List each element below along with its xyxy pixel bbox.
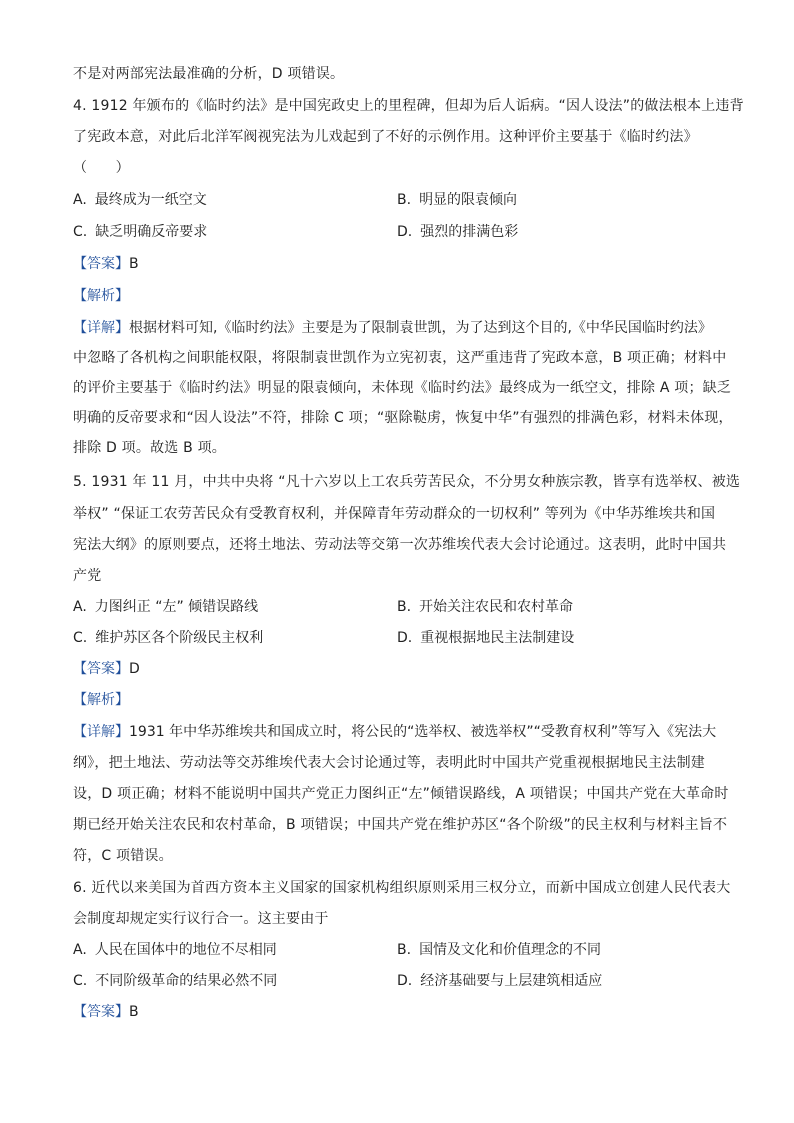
q5-detail-line-2: 纲》，把土地法、劳动法等交苏维埃代表大会讨论通过等，表明此时中国共产党重视根据地民主法制建 <box>73 755 705 771</box>
q4-stem-line-3: （ ） <box>73 160 130 176</box>
q6-option-d: D. 经济基础要与上层建筑相适应 <box>397 973 603 989</box>
q5-detail-line-4: 期已经开始关注农民和农村革命，B 项错误；中国共产党在维护苏区“各个阶级”的民主权利与材料主旨不 <box>73 817 728 833</box>
q5-detail-line-1: 【详解】1931 年中华苏维埃共和国成立时，将公民的“选举权、被选举权”“受教育权利”等写入《宪法大 <box>73 724 717 740</box>
q4-analysis-label: 【解析】 <box>73 288 129 304</box>
q6-answer: 【答案】B <box>73 1004 139 1020</box>
q5-stem-line-2: 举权” “保证工农劳苦民众有受教育权利，并保障青年劳动群众的一切权利” 等列为《中华苏维埃共和国 <box>73 506 716 522</box>
q4-detail-line-2: 中忽略了各机构之间职能权限，将限制袁世凯作为立宪初衷，这严重违背了宪政本意，B 项正确；材料中 <box>73 350 727 366</box>
q4-option-b: B. 明显的限袁倾向 <box>397 192 518 208</box>
q6-stem-line-2: 会制度却规定实行议行合一。这主要由于 <box>73 911 329 927</box>
q4-detail-line-3: 的评价主要基于《临时约法》明显的限袁倾向，未体现《临时约法》最终成为一纸空文，排除 A 项；缺乏 <box>73 380 732 396</box>
q4-detail-line-5: 排除 D 项。故选 B 项。 <box>73 440 226 456</box>
q5-stem-line-3: 宪法大纲》的原则要点，还将土地法、劳动法等交第一次苏维埃代表大会讨论通过。这表明，此时中国共 <box>73 537 727 553</box>
q6-stem-line-1: 6. 近代以来美国为首西方资本主义国家的国家机构组织原则采用三权分立，而新中国成立创建人民代表大 <box>73 880 731 896</box>
q5-answer: 【答案】D <box>73 661 140 677</box>
q5-option-a: A. 力图纠正 “左” 倾错误路线 <box>73 599 259 615</box>
q5-option-d: D. 重视根据地民主法制建设 <box>397 630 575 646</box>
q4-option-c: C. 缺乏明确反帝要求 <box>73 224 208 240</box>
q5-analysis-label: 【解析】 <box>73 692 129 708</box>
q4-stem-line-1: 4. 1912 年颁布的《临时约法》是中国宪政史上的里程碑，但却为后人诟病。“因人设法”的做法根本上违背 <box>73 98 744 114</box>
q5-detail-line-3: 设，D 项正确；材料不能说明中国共产党正力图纠正“左”倾错误路线，A 项错误；中国共产党在大革命时 <box>73 786 729 802</box>
q6-option-a: A. 人民在国体中的地位不尽相同 <box>73 942 277 958</box>
q6-option-b: B. 国情及文化和价值理念的不同 <box>397 942 602 958</box>
q4-stem-line-2: 了宪政本意，对此后北洋军阀视宪法为儿戏起到了不好的示例作用。这种评价主要基于《临时约法》 <box>73 129 698 145</box>
intro-line: 不是对两部宪法最准确的分析，D 项错误。 <box>73 66 345 82</box>
q4-detail-line-4: 明确的反帝要求和“因人设法”不符，排除 C 项；“驱除鞑虏，恢复中华”有强烈的排满色彩，材料未体现， <box>73 410 733 426</box>
q4-option-a: A. 最终成为一纸空文 <box>73 192 207 208</box>
q5-stem-line-4: 产党 <box>73 568 102 584</box>
q5-option-c: C. 维护苏区各个阶级民主权利 <box>73 630 264 646</box>
q4-answer: 【答案】B <box>73 256 139 272</box>
q5-option-b: B. 开始关注农民和农村革命 <box>397 599 574 615</box>
q4-detail-line-1: 【详解】根据材料可知,《临时约法》主要是为了限制袁世凯，为了达到这个目的,《中华民国临时约法》 <box>73 320 712 336</box>
q4-option-d: D. 强烈的排满色彩 <box>397 224 519 240</box>
q6-option-c: C. 不同阶级革命的结果必然不同 <box>73 973 278 989</box>
q5-stem-line-1: 5. 1931 年 11 月，中共中央将 “凡十六岁以上工农兵劳苦民众，不分男女种族宗教，皆享有选举权、被选 <box>73 474 741 490</box>
q5-detail-line-5: 符，C 项错误。 <box>73 848 173 864</box>
